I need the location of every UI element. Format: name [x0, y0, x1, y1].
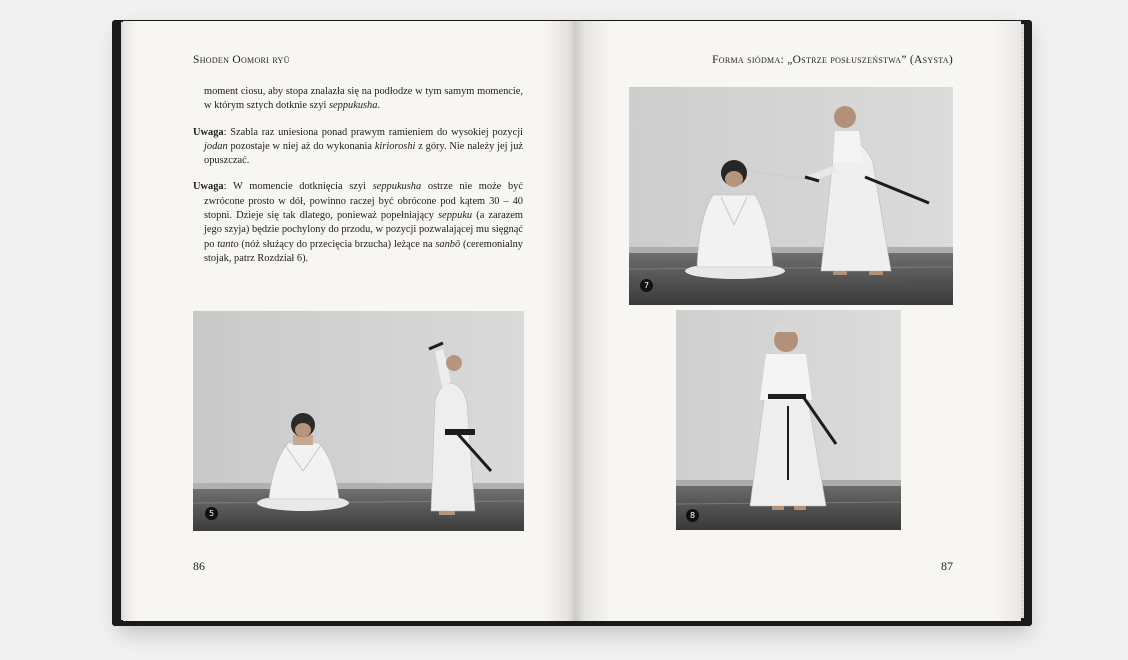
note2-text-c: (a zarazem jego szyja) będzie pochylony do przodu, w pozycji pozwalającej mu sięgnąć po: [204, 210, 523, 250]
page-number-right: 87: [941, 559, 953, 573]
left-text-block: [193, 85, 523, 278]
photo-number-badge: 8: [686, 509, 699, 522]
right-page: [575, 21, 1021, 621]
note2-text-d: (nóż służący do przecięcia brzucha) leżące na: [238, 238, 436, 250]
note1-text-c: z góry. Nie należy jej już opuszczać.: [204, 140, 523, 167]
paragraph-continuation: [193, 85, 523, 114]
photo-number-badge: 5: [205, 507, 218, 520]
note1-text-b: pozostaje w niej aż do wykonania: [227, 140, 375, 152]
note2-em-a: seppukusha: [372, 181, 422, 193]
left-page: [123, 21, 575, 621]
photo-8: [676, 310, 901, 530]
note2-em-b: seppuku: [438, 210, 473, 222]
photo-5: [193, 311, 524, 531]
note-paragraph-1: [193, 126, 523, 169]
running-head-left: Shoden Oomori ryū: [193, 54, 290, 66]
note1-label: Uwaga: [193, 126, 224, 138]
para1-text-b: .: [377, 100, 381, 112]
para1-text-a: moment ciosu, aby stopa znalazła się na podłodze w tym samym momencie, w którym sztych dotknie szyi: [204, 86, 523, 112]
photo-7: [629, 87, 953, 305]
note2-text-e: (ceremonialny stojak, patrz Rozdział 6).: [204, 238, 523, 264]
running-head-right: Forma siódma: „Ostrze posłuszeństwa” (Asysta): [712, 54, 953, 66]
note2-label: Uwaga: [193, 181, 224, 193]
photo-number-badge: 7: [640, 279, 653, 292]
note1-text-a: : Szabla raz uniesiona ponad prawym ramieniem do wysokiej pozycji: [223, 126, 523, 138]
note2-em-c: tanto: [217, 238, 239, 250]
note1-em-b: kirioroshi: [374, 140, 416, 152]
note2-text-b: ostrze nie może być zwrócone prosto w dół, powinno raczej być obrócone pod kątem 30 – 40 stopni. Dzieje się tak dlatego, ponieważ popełniający: [204, 181, 523, 222]
note2-em-d: sanbō: [435, 238, 461, 250]
note2-text-a: : W momencie dotknięcia szyi: [223, 181, 373, 193]
note-paragraph-2: [193, 180, 523, 266]
page-number-left: 86: [193, 559, 205, 573]
note1-em-a: jodan: [204, 140, 228, 152]
para1-em-a: seppukusha: [328, 100, 378, 112]
